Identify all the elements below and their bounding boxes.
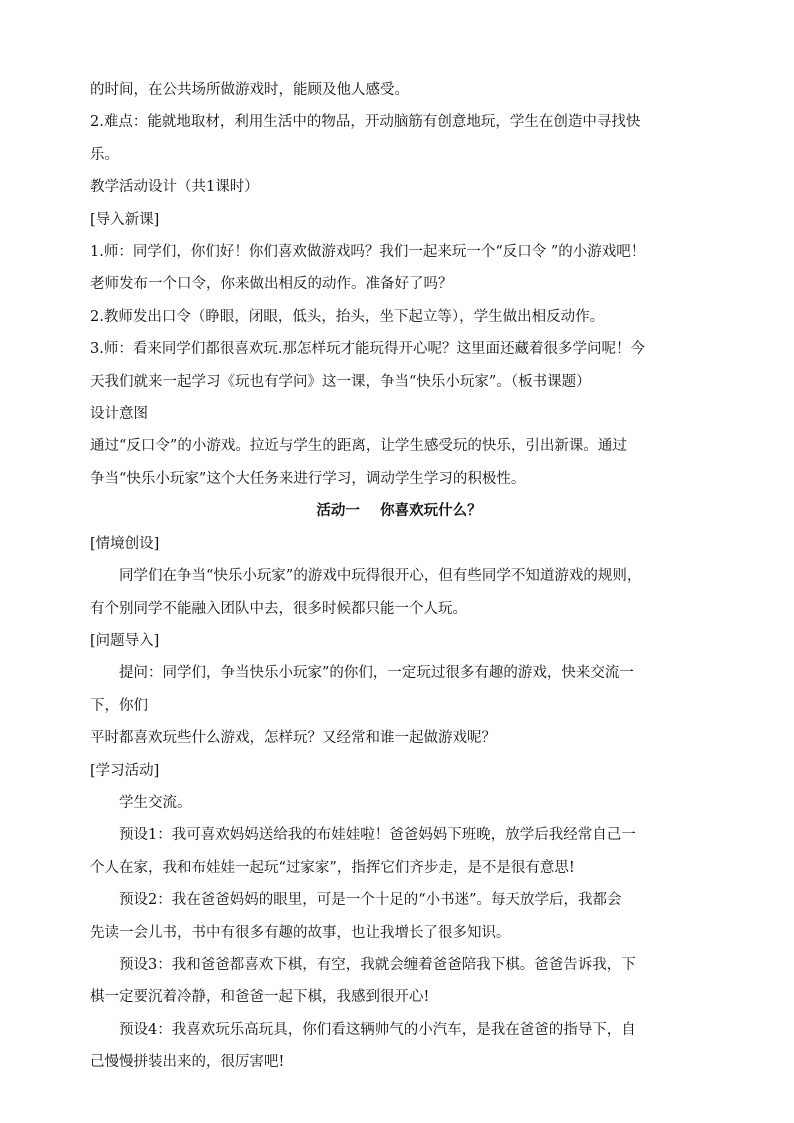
text-line: 提问：同学们，争当快乐小玩家”的你们，一定玩过很多有趣的游戏，快来交流一 <box>119 665 634 682</box>
text-line: 2.难点：能就地取材，利用生活中的物品，开动脑筋有创意地玩，学生在创造中寻找快 <box>90 114 641 131</box>
document-page <box>90 74 708 1079</box>
text-line: 同学们在争当“快乐小玩家”的游戏中玩得很开心，但有些同学不知道游戏的规则， <box>119 568 642 585</box>
text-line: 1.师：同学们，你们好！你们喜欢做游戏吗？我们一起来玩一个“反口令 ”的小游戏吧！ <box>90 244 646 261</box>
text-line: 下，你们 <box>90 697 148 714</box>
text-line: 个人在家，我和布娃娃一起玩“过家家”，指挥它们齐步走，是不是很有意思! <box>90 859 575 876</box>
text-line: 争当“快乐小玩家”这个大任务来进行学习，调动学生学习的积极性。 <box>90 470 526 487</box>
text-line: 有个别同学不能融入团队中去，很多时候都只能一个人玩。 <box>90 600 467 617</box>
text-line: 乐。 <box>90 146 119 163</box>
text-line: 天我们就来一起学习《玩也有学问》这一课，争当“快乐小玩家”。（板书课题） <box>90 373 591 390</box>
text-line: 通过“反口令”的小游戏。拉近与学生的距离，让学生感受玩的快乐，引出新课。通过 <box>90 438 627 455</box>
section-label: 教学活动设计（共1课时） <box>90 179 259 196</box>
text-line: 老师发布一个口令，你来做出相反的动作。准备好了吗？ <box>90 276 453 293</box>
text-line: 预设4：我喜欢玩乐高玩具，你们看这辆帅气的小汽车，是我在爸爸的指导下，自 <box>119 1021 636 1038</box>
text-line: 己慢慢拼装出来的，很厉害吧! <box>90 1054 285 1071</box>
text-line: 学生交流。 <box>119 794 192 811</box>
section-label: 设计意图 <box>90 406 148 423</box>
text-line: 棋一定要沉着冷静，和爸爸一起下棋，我感到很开心! <box>90 989 430 1006</box>
text-line: 预设2：我在爸爸妈妈的眼里，可是一个十足的“小书迷”。每天放学后，我都会 <box>119 892 622 909</box>
text-line: 的时间，在公共场所做游戏时，能顾及他人感受。 <box>90 82 409 98</box>
section-label: [导入新课] <box>90 211 160 228</box>
text-line: 预设3：我和爸爸都喜欢下棋，有空，我就会缠着爸爸陪我下棋。爸爸告诉我，下 <box>119 956 636 973</box>
text-line: 平时都喜欢玩些什么游戏，怎样玩？又经常和谁一起做游戏呢？ <box>90 730 496 747</box>
section-label: [情境创设] <box>90 535 160 552</box>
text-line: 2.教师发出口令（睁眼，闭眼，低头，抬头，坐下起立等），学生做出相反动作。 <box>90 308 605 325</box>
text-line: 先读一会儿书，书中有很多有趣的故事，也让我增长了很多知识。 <box>90 924 511 941</box>
text-line: 预设1：我可喜欢妈妈送给我的布娃娃啦！爸爸妈妈下班晚，放学后我经常自己一 <box>119 827 636 844</box>
section-label: [问题导入] <box>90 632 160 649</box>
activity-heading: 活动一 你喜欢玩什么？ <box>316 502 482 520</box>
section-label: [学习活动] <box>90 762 160 779</box>
text-line: 3.师：看来同学们都很喜欢玩.那怎样玩才能玩得开心呢？这里面还藏着很多学问呢！今 <box>90 341 645 358</box>
